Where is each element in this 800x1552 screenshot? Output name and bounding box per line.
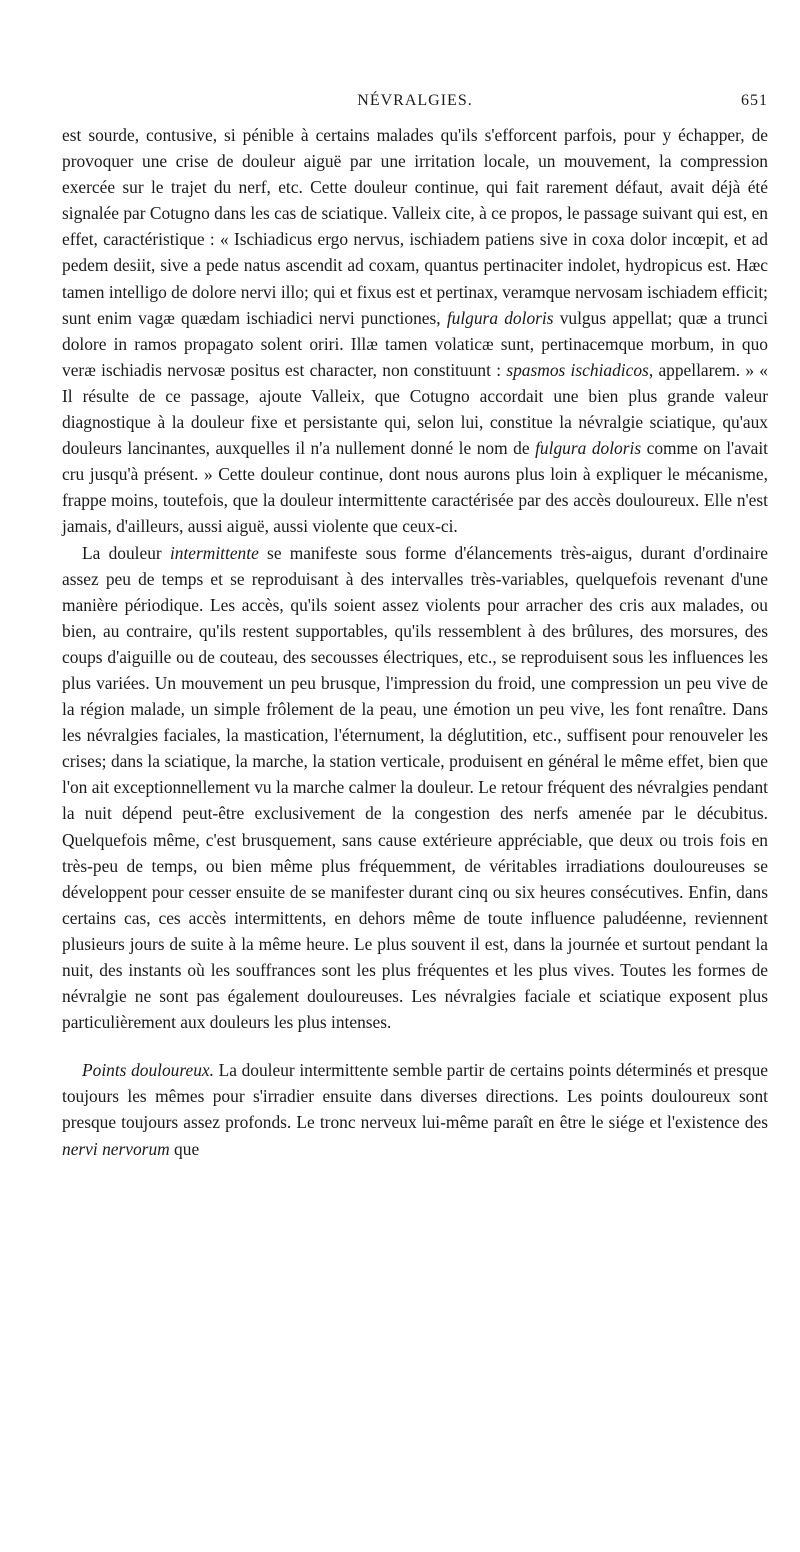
body-text [62,122,768,1162]
paragraph-intermittent-pain [62,540,768,1036]
text-run: , appellarem. » « Il résulte de ce passage, ajoute Valleix, que Cotugno accordait une bien plus grande valeur diagnostique à la douleur fixe et persistante qui, selon lui, constitue la névralgie sciatique, qu'aux douleurs lancinantes, auxquelles il n'a nullement donné le nom de [62,359,768,459]
section-heading: Points douloureux. [82,1060,214,1081]
italic-term: fulgura doloris [535,438,642,459]
running-head [62,92,768,122]
text-run: vulgus appellat; quæ a trunci dolore in ramos propagato solent oriri. Illæ tamen volaticæ sunt, pertinacemque morbum, in quo veræ ischiadis nervosæ positus est character, non constituunt : [62,307,768,380]
italic-term: nervi nervorum [62,1138,170,1159]
page [62,92,768,1162]
text-run: comme on l'avait cru jusqu'à présent. » Cette douleur continue, dont nous aurons plus loin à expliquer le mécanisme, frappe moins, toutefois, que la douleur intermittente caractérisée par des accès douloureux. Elle n'est jamais, d'ailleurs, aussi aiguë, aussi violente que ceux-ci. [62,438,768,537]
section-break [62,1035,768,1057]
text-run: La douleur intermittente semble partir de certains points déterminés et presque toujours les mêmes pour s'irradier ensuite dans diverses directions. Les points douloureux sont presque toujours assez profonds. Le tronc nerveux lui-même paraît en être le siége et l'existence des [62,1060,769,1133]
italic-term: fulgura doloris [446,307,554,328]
text-run: que [169,1138,200,1159]
running-title: NÉVRALGIES. [357,92,473,109]
italic-term: spasmos ischiadicos [506,359,649,380]
text-run: La douleur [82,542,170,563]
text-run: est sourde, contusive, si pénible à certains malades qu'ils s'efforcent parfois, pour y échapper, de provoquer une crise de douleur aiguë par une irritation locale, un mouvement, la compression exercée sur le trajet du nerf, etc. Cette douleur continue, qui fait rarement défaut, avait déjà été signalée par Cotugno dans les cas de sciatique. Valleix cite, à ce propos, le passage suivant qui est, en effet, caractéristique : « Ischiadicus ergo nervus, ischiadem patiens sive in coxa dolor incœpit, et ad pedem desiit, sive a pede natus ascendit ad coxam, quantus pertinaciter indolet, hydropicus est. Hæc tamen intelligo de dolore nervi illo; qui et fixus est et pertinax, veramque nervosam ischiadem efficit; sunt enim vagæ quædam ischiadici nervi punctiones, [62,125,768,328]
paragraph-continued [62,122,768,540]
italic-term: intermittente [169,542,259,563]
page-number: 651 [741,92,768,109]
text-run: se manifeste sous forme d'élancements très-aigus, durant d'ordinaire assez peu de temps et se reproduisant à des intervalles très-variables, quelquefois revenant d'une manière périodique. Les accès, qu'ils soient assez violents pour arracher des cris aux malades, ou bien, au contraire, qu'ils restent supportables, qu'ils ressemblent à des brûlures, des morsures, des coups d'aiguille ou de couteau, des secousses électriques, etc., se reproduisent sous les influences les plus variées. Un mouvement un peu brusque, l'impression du froid, une compression un peu vive de la région malade, un simple frôlement de la peau, une émotion un peu vive, les font renaître. Dans les névralgies faciales, la mastication, l'éternument, la déglutition, etc., suffisent pour renouveler les crises; dans la sciatique, la marche, la station verticale, produisent en général le même effet, bien que l'on ait exceptionnellement vu la marche calmer la douleur. Le retour fréquent des névralgies pendant la nuit dépend peut-être exclusivement de la congestion des nerfs amenée par le décubitus. Quelquefois même, c'est brusquement, sans cause extérieure appréciable, que deux ou trois fois en très-peu de temps, ou bien même plus fréquemment, de véritables irradiations douloureuses se développent pour cesser ensuite de se manifester durant cinq ou six heures consécutives. Enfin, dans certains cas, ces accès intermittents, en dehors même de toute influence paludéenne, reviennent plusieurs jours de suite à la même heure. Le plus souvent il est, dans la journée et surtout pendant la nuit, des instants où les souffrances sont les plus fréquentes et les plus vives. Toutes les formes de névralgie ne sont pas également douloureuses. Les névralgies faciale et sciatique exposent plus particulièrement aux douleurs les plus intenses. [62,542,768,1033]
paragraph-painful-points [62,1057,768,1161]
